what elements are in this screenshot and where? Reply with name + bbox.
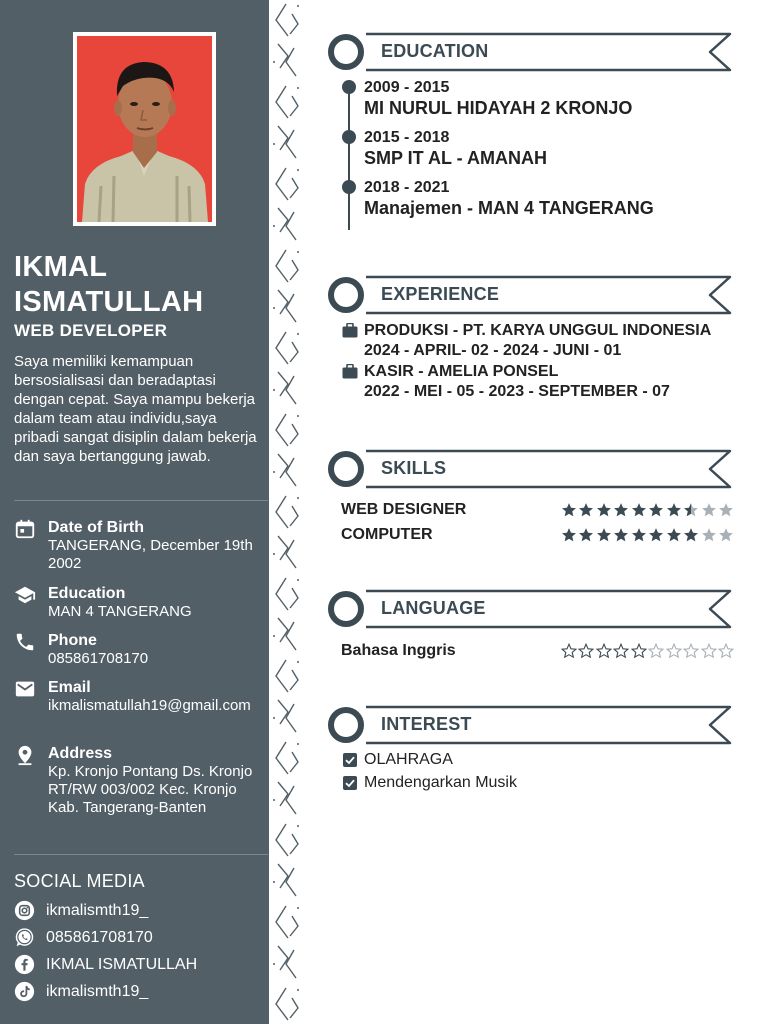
section-header-education [326, 32, 734, 72]
dob-label: Date of Birth [48, 519, 144, 536]
star-empty-icon [701, 643, 717, 659]
experience-period: 2024 - APRIL- 02 - 2024 - JUNI - 01 [364, 342, 622, 359]
sidebar-divider [14, 854, 268, 855]
star-empty-icon [683, 643, 699, 659]
star-empty-icon [701, 502, 717, 518]
education-item [364, 178, 734, 219]
star-filled-icon [666, 502, 682, 518]
contact-email [14, 678, 268, 715]
pattern-motif [273, 250, 299, 322]
star-filled-icon [596, 643, 612, 659]
whatsapp-icon [14, 927, 35, 948]
skill-name: WEB DESIGNER [341, 501, 467, 518]
star-empty-icon [718, 527, 734, 543]
star-filled-icon [666, 527, 682, 543]
pattern-motif [273, 988, 299, 1024]
tiktok-handle: ikmalismth19_ [46, 983, 149, 1000]
calendar-icon [14, 518, 38, 542]
star-filled-icon [631, 527, 647, 543]
interest-label: Mendengarkan Musik [364, 774, 517, 791]
interest-item [343, 751, 723, 771]
education-years: 2009 - 2015 [364, 79, 450, 96]
instagram-handle: ikmalismth19_ [46, 902, 149, 919]
contact-dob [14, 518, 268, 573]
pattern-motif [273, 4, 299, 76]
briefcase-icon [342, 364, 358, 379]
contact-education [14, 584, 268, 621]
experience-period: 2022 - MEI - 05 - 2023 - SEPTEMBER - 07 [364, 383, 670, 400]
skill-name: COMPUTER [341, 526, 433, 543]
profile-role: WEB DEVELOPER [14, 321, 168, 340]
skill-row [341, 526, 734, 546]
mail-icon [14, 678, 38, 702]
section-header-skills [326, 449, 734, 489]
tiktok-icon [14, 981, 35, 1002]
star-filled-icon [648, 502, 664, 518]
star-filled-icon [578, 643, 594, 659]
experience-item [342, 362, 742, 402]
section-header-interest [326, 705, 734, 745]
instagram-icon [14, 900, 35, 921]
pattern-motif [273, 578, 299, 650]
checkbox-checked-icon [343, 753, 357, 767]
star-empty-icon [666, 643, 682, 659]
language-name: Bahasa Inggris [341, 642, 456, 659]
section-header-language [326, 589, 734, 629]
location-pin-icon [14, 744, 38, 768]
section-title-experience: EXPERIENCE [381, 284, 500, 304]
star-empty-icon [701, 527, 717, 543]
pattern-motif [273, 906, 299, 978]
sidebar-divider [14, 500, 268, 501]
pattern-motif [273, 824, 299, 896]
pattern-motif [273, 168, 299, 240]
star-filled-icon [683, 502, 699, 518]
star-filled-icon [561, 502, 577, 518]
social-whatsapp[interactable] [14, 927, 264, 949]
timeline-dot [342, 130, 356, 144]
education-item [364, 128, 734, 169]
timeline-dot [342, 80, 356, 94]
email-label: Email [48, 679, 91, 696]
contact-address [14, 744, 268, 817]
briefcase-icon [342, 323, 358, 338]
checkbox-checked-icon [343, 776, 357, 790]
star-filled-icon [578, 502, 594, 518]
address-label: Address [48, 745, 113, 762]
star-filled-icon [596, 502, 612, 518]
star-filled-icon [578, 527, 594, 543]
section-title-skills: SKILLS [381, 458, 447, 478]
pattern-motif [273, 660, 299, 732]
profile-photo [73, 32, 216, 226]
skill-rating [561, 502, 735, 518]
timeline-dot [342, 180, 356, 194]
education-school: SMP IT AL - AMANAH [364, 148, 547, 168]
section-title-language: LANGUAGE [381, 598, 486, 618]
education-years: 2018 - 2021 [364, 179, 450, 196]
pattern-motif [273, 414, 299, 486]
interest-item [343, 774, 723, 794]
address-value: Kp. Kronjo Pontang Ds. Kronjo RT/RW 003/002 Kec. Kronjo Kab. Tangerang-Banten [48, 763, 253, 816]
interest-label: OLAHRAGA [364, 751, 453, 768]
experience-item [342, 321, 742, 361]
star-filled-icon [648, 527, 664, 543]
pattern-motif [273, 332, 299, 404]
dob-value: TANGERANG, December 19th 2002 [48, 537, 253, 572]
language-rating [561, 643, 735, 659]
education-timeline-line [348, 86, 350, 230]
star-filled-icon [683, 527, 699, 543]
social-tiktok[interactable] [14, 981, 264, 1003]
graduation-cap-icon [14, 584, 38, 608]
skill-rating [561, 527, 735, 543]
social-facebook[interactable] [14, 954, 264, 976]
education-value: MAN 4 TANGERANG [48, 603, 192, 620]
education-school: MI NURUL HIDAYAH 2 KRONJO [364, 98, 633, 118]
contact-phone [14, 631, 268, 668]
star-empty-icon [718, 643, 734, 659]
profile-name: IKMAL ISMATULLAH [14, 251, 204, 318]
star-filled-icon [631, 643, 647, 659]
star-empty-icon [718, 502, 734, 518]
star-filled-icon [561, 527, 577, 543]
star-filled-icon [613, 527, 629, 543]
phone-label: Phone [48, 632, 97, 649]
social-media-title: SOCIAL MEDIA [14, 871, 145, 891]
pattern-motif [273, 742, 299, 814]
education-item [364, 78, 734, 119]
phone-icon [14, 631, 38, 655]
pattern-motif [273, 86, 299, 158]
section-title-interest: INTEREST [381, 714, 472, 734]
star-filled-icon [631, 502, 647, 518]
skill-row [341, 501, 734, 521]
whatsapp-number: 085861708170 [46, 929, 153, 946]
experience-title: KASIR - AMELIA PONSEL [364, 363, 559, 380]
section-header-experience [326, 275, 734, 315]
profile-about: Saya memiliki kemampuan bersosialisasi dan beradaptasi dengan cepat. Saya mampu bekerja dalam team atau individu,saya pribadi sangat disiplin dalam bekerja dan saya bertanggung jawab. [14, 353, 257, 465]
education-label: Education [48, 585, 126, 602]
facebook-name: IKMAL ISMATULLAH [46, 956, 198, 973]
facebook-icon [14, 954, 35, 975]
language-row [341, 642, 734, 662]
star-filled-icon [596, 527, 612, 543]
decorative-pattern-strip [268, 0, 304, 1024]
star-filled-icon [561, 643, 577, 659]
star-filled-icon [613, 502, 629, 518]
pattern-motif [273, 496, 299, 568]
star-filled-icon [613, 643, 629, 659]
star-empty-icon [648, 643, 664, 659]
education-years: 2015 - 2018 [364, 129, 450, 146]
email-value[interactable]: ikmalismatullah19@gmail.com [48, 697, 251, 714]
social-instagram[interactable] [14, 900, 264, 922]
section-title-education: EDUCATION [381, 41, 489, 61]
phone-value: 085861708170 [48, 650, 149, 667]
education-school: Manajemen - MAN 4 TANGERANG [364, 198, 654, 218]
sidebar [0, 0, 268, 1024]
experience-title: PRODUKSI - PT. KARYA UNGGUL INDONESIA [364, 322, 712, 339]
